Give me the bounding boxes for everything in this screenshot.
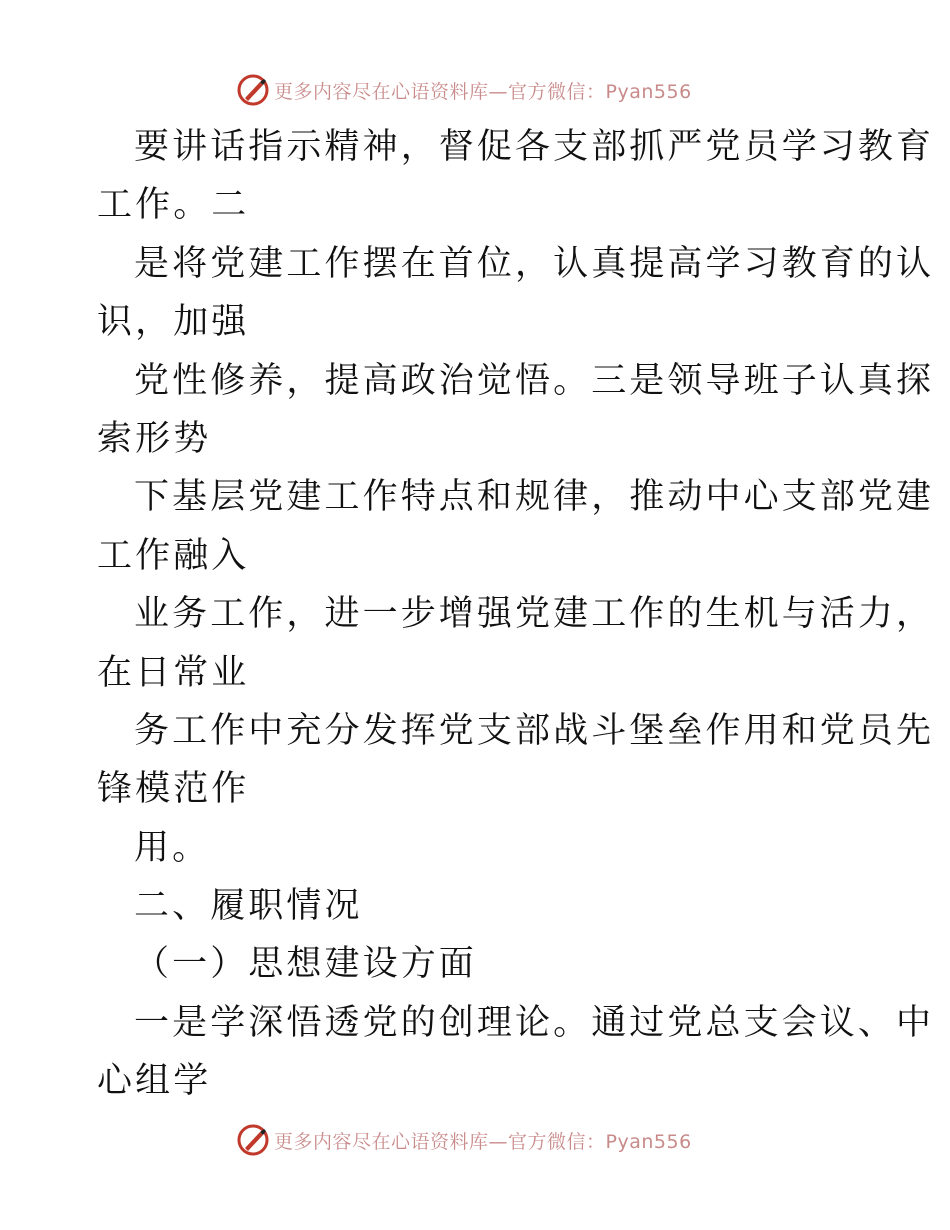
text-line: 在日常业: [97, 652, 250, 693]
pen-logo-icon: [236, 1123, 270, 1157]
text-line: 要讲话指示精神，督促各支部抓严党员学习教育: [134, 127, 935, 167]
text-line: 务工作中充分发挥党支部战斗堡垒作用和党员先: [134, 710, 935, 751]
text-line: 党性修养，提高政治觉悟。三是领导班子认真探: [134, 360, 935, 401]
text-line: 工作。二: [97, 185, 250, 226]
section-heading: 二、履职情况: [134, 886, 363, 927]
text-line: 下基层党建工作特点和规律，推动中心支部党建: [134, 477, 935, 518]
text-line: 心组学: [97, 1061, 212, 1102]
text-line: 一是学深悟透党的创理论。通过党总支会议、中: [134, 1002, 935, 1043]
pen-logo-icon: [236, 73, 270, 107]
text-line: 索形势: [97, 418, 212, 459]
text-line: 是将党建工作摆在首位，认真提高学习教育的认: [134, 243, 935, 284]
header-watermark: [236, 72, 692, 108]
footer-watermark: [236, 1122, 692, 1158]
document-body: [97, 118, 935, 1111]
text-line: 工作融入: [97, 535, 250, 576]
subsection-heading: （一）思想建设方面: [134, 944, 477, 985]
watermark-text: 更多内容尽在心语资料库—官方微信：Pyan556: [274, 80, 692, 103]
text-line: 识，加强: [97, 302, 250, 343]
text-line: 锋模范作: [97, 769, 250, 810]
watermark-text: 更多内容尽在心语资料库—官方微信：Pyan556: [274, 1130, 692, 1153]
text-line: 业务工作，进一步增强党建工作的生机与活力，: [134, 594, 935, 635]
text-line: 用。: [134, 827, 211, 868]
